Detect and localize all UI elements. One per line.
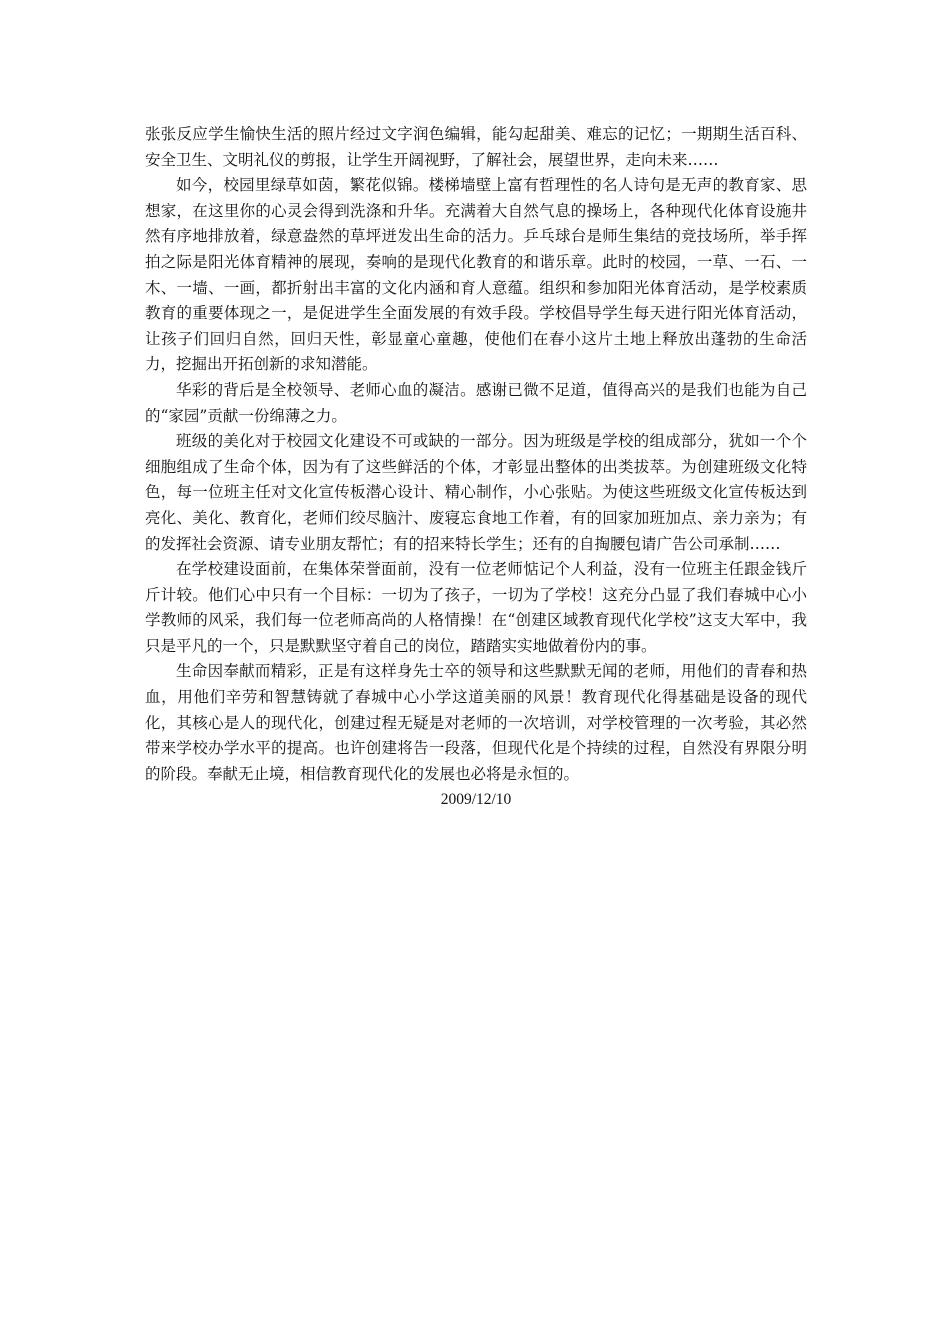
- paragraph-continued: 张张反应学生愉快生活的照片经过文字润色编辑，能勾起甜美、难忘的记忆；一期期生活百科、安全卫生、文明礼仪的剪报，让学生开阔视野，了解社会，展望世界，走向未来……: [145, 125, 807, 169]
- document-body: [145, 122, 807, 813]
- paragraph: 班级的美化对于校园文化建设不可或缺的一部分。因为班级是学校的组成部分，犹如一个个细胞组成了生命个体，因为有了这些鲜活的个体，才彰显出整体的出类拔萃。为创建班级文化特色，每一位班主任对文化宣传板潜心设计、精心制作，小心张贴。为使这些班级文化宣传板达到亮化、美化、教育化，老师们绞尽脑汁、废寝忘食地工作着，有的回家加班加点、亲力亲为；有的发挥社会资源、请专业朋友帮忙；有的招来特长学生；还有的自掏腰包请广告公司承制……: [145, 432, 807, 553]
- paragraph: 生命因奉献而精彩，正是有这样身先士卒的领导和这些默默无闻的老师，用他们的青春和热血，用他们辛劳和智慧铸就了春城中心小学这道美丽的风景！教育现代化得基础是设备的现代化，其核心是人的现代化，创建过程无疑是对老师的一次培训，对学校管理的一次考验，其必然带来学校办学水平的提高。也许创建将告一段落，但现代化是个持续的过程，自然没有界限分明的阶段。奉献无止境，相信教育现代化的发展也必将是永恒的。: [145, 662, 807, 783]
- paragraph: 在学校建设面前，在集体荣誉面前，没有一位老师惦记个人利益，没有一位班主任跟金钱斤斤计较。他们心中只有一个目标：一切为了孩子，一切为了学校！这充分凸显了我们春城中心小学教师的风采，我们每一位老师高尚的人格情操！在“创建区域教育现代化学校”这支大军中，我只是平凡的一个，只是默默坚守着自己的岗位，踏踏实实地做着份内的事。: [145, 560, 807, 655]
- paragraph: 华彩的背后是全校领导、老师心血的凝洁。感谢已微不足道，值得高兴的是我们也能为自己的“家园”贡献一份绵薄之力。: [145, 380, 807, 425]
- paragraph: 如今，校园里绿草如茵，繁花似锦。楼梯墙壁上富有哲理性的名人诗句是无声的教育家、思想家，在这里你的心灵会得到洗涤和升华。充满着大自然气息的操场上，各种现代化体育设施井然有序地排放着，绿意盎然的草坪迸发出生命的活力。乒乓球台是师生集结的竞技场所，举手挥拍之际是阳光体育精神的展现，奏响的是现代化教育的和谐乐章。此时的校园，一草、一石、一木、一墙、一画，都折射出丰富的文化内涵和育人意蕴。组织和参加阳光体育活动，是学校素质教育的重要体现之一，是促进学生全面发展的有效手段。学校倡导学生每天进行阳光体育活动，让孩子们回归自然，回归天性，彰显童心童趣，使他们在春小这片土地上释放出蓬勃的生命活力，挖掘出开拓创新的求知潜能。: [145, 176, 807, 374]
- document-date: 2009/12/10: [440, 791, 512, 809]
